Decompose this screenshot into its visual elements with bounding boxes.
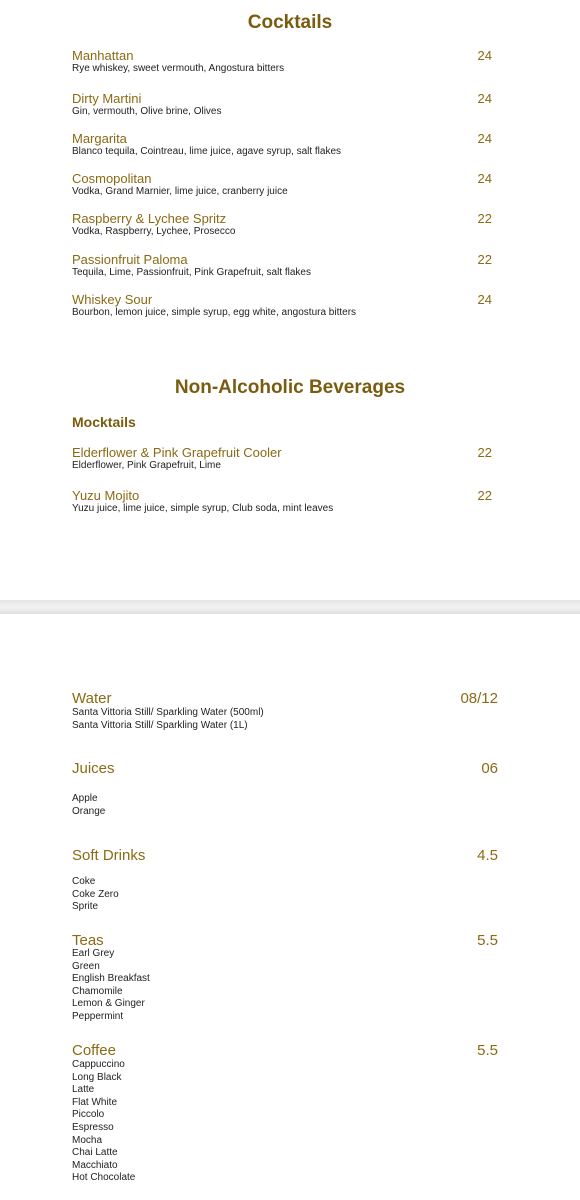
- section-name: Soft Drinks: [72, 847, 146, 864]
- cocktails-title: Cocktails: [247, 12, 333, 33]
- item-description: Bourbon, lemon juice, simple syrup, egg white, angostura bitters: [72, 307, 357, 318]
- section-price: 06: [481, 760, 498, 777]
- list-item: Macchiato: [72, 1159, 118, 1171]
- item-price: 24: [477, 171, 492, 186]
- menu-item: [72, 488, 492, 515]
- section-name: Water: [72, 690, 112, 707]
- item-name: Yuzu Mojito: [72, 488, 140, 503]
- item-price: 22: [477, 211, 492, 226]
- section-name: Teas: [72, 932, 104, 949]
- item-price: 22: [477, 252, 492, 267]
- beverage-list: [72, 1059, 135, 1185]
- beverage-list: [72, 707, 264, 732]
- beverage-section-water: [72, 690, 498, 731]
- list-item: Coke: [72, 876, 96, 887]
- menu-item: [72, 171, 492, 198]
- list-item: Hot Chocolate: [72, 1172, 136, 1184]
- item-description: Vodka, Grand Marnier, lime juice, cranberry juice: [72, 186, 288, 197]
- beverage-section-coffee: [72, 1042, 498, 1184]
- item-price: 24: [477, 292, 492, 307]
- item-description: Blanco tequila, Cointreau, lime juice, agave syrup, salt flakes: [72, 146, 342, 157]
- section-price: 5.5: [477, 932, 498, 949]
- item-price: 22: [477, 445, 492, 460]
- list-item: Chamomile: [72, 985, 123, 997]
- list-item: Orange: [72, 805, 106, 817]
- list-item: Sprite: [72, 901, 99, 913]
- list-item: Santa Vittoria Still/ Sparkling Water (500ml): [72, 707, 264, 718]
- page-separator: [0, 600, 580, 614]
- section-price: 4.5: [477, 847, 498, 864]
- menu-item: [72, 48, 492, 75]
- item-name: Elderflower & Pink Grapefruit Cooler: [72, 445, 282, 460]
- list-item: Piccolo: [72, 1109, 105, 1121]
- item-name: Raspberry & Lychee Spritz: [72, 211, 227, 226]
- item-price: 22: [477, 488, 492, 503]
- item-description: Yuzu juice, lime juice, simple syrup, Club soda, mint leaves: [72, 503, 334, 514]
- item-name: Cosmopolitan: [72, 171, 152, 186]
- list-item: Long Black: [72, 1071, 122, 1083]
- item-price: 24: [477, 91, 492, 106]
- list-item: Chai Latte: [72, 1147, 118, 1159]
- beverage-section-juices: [72, 760, 498, 817]
- section-price: 08/12: [460, 690, 498, 707]
- item-description: Gin, vermouth, Olive brine, Olives: [72, 106, 222, 117]
- list-item: English Breakfast: [72, 973, 150, 985]
- list-item: Cappuccino: [72, 1059, 125, 1070]
- item-name: Margarita: [72, 131, 127, 146]
- beverage-section-teas: [72, 932, 498, 1022]
- list-item: Coke Zero: [72, 888, 119, 900]
- section-price: 5.5: [477, 1042, 498, 1059]
- menu-item: [72, 91, 492, 118]
- list-item: Santa Vittoria Still/ Sparkling Water (1L): [72, 719, 248, 731]
- item-price: 24: [477, 131, 492, 146]
- beverage-list: [72, 876, 119, 914]
- item-name: Dirty Martini: [72, 91, 142, 106]
- item-name: Manhattan: [72, 48, 134, 63]
- beverage-section-soft-drinks: [72, 847, 498, 913]
- list-item: Lemon & Ginger: [72, 998, 145, 1010]
- list-item: Earl Grey: [72, 948, 115, 959]
- menu-item: [72, 445, 492, 472]
- list-item: Latte: [72, 1084, 95, 1096]
- menu-item: [72, 211, 492, 238]
- list-item: Green: [72, 960, 100, 972]
- item-description: Tequila, Lime, Passionfruit, Pink Grapefruit, salt flakes: [72, 267, 311, 278]
- item-name: Passionfruit Paloma: [72, 252, 188, 267]
- beverage-list: [72, 948, 150, 1024]
- menu-page-2: [0, 614, 580, 1200]
- mocktails-title: Mocktails: [72, 414, 136, 430]
- section-name: Coffee: [72, 1042, 116, 1059]
- item-price: 24: [477, 48, 492, 63]
- section-name: Juices: [72, 760, 115, 777]
- non-alcoholic-title: Non-Alcoholic Beverages: [174, 377, 406, 398]
- list-item: Peppermint: [72, 1010, 124, 1022]
- item-description: Vodka, Raspberry, Lychee, Prosecco: [72, 226, 236, 237]
- item-description: Elderflower, Pink Grapefruit, Lime: [72, 460, 221, 471]
- menu-item: [72, 252, 492, 279]
- menu-item: [72, 292, 492, 319]
- list-item: Flat White: [72, 1096, 118, 1108]
- menu-item: [72, 131, 492, 158]
- list-item: Mocha: [72, 1134, 103, 1146]
- beverage-list: [72, 793, 105, 818]
- item-name: Whiskey Sour: [72, 292, 153, 307]
- list-item: Apple: [72, 793, 98, 804]
- item-description: Rye whiskey, sweet vermouth, Angostura bitters: [72, 63, 285, 74]
- list-item: Espresso: [72, 1121, 114, 1133]
